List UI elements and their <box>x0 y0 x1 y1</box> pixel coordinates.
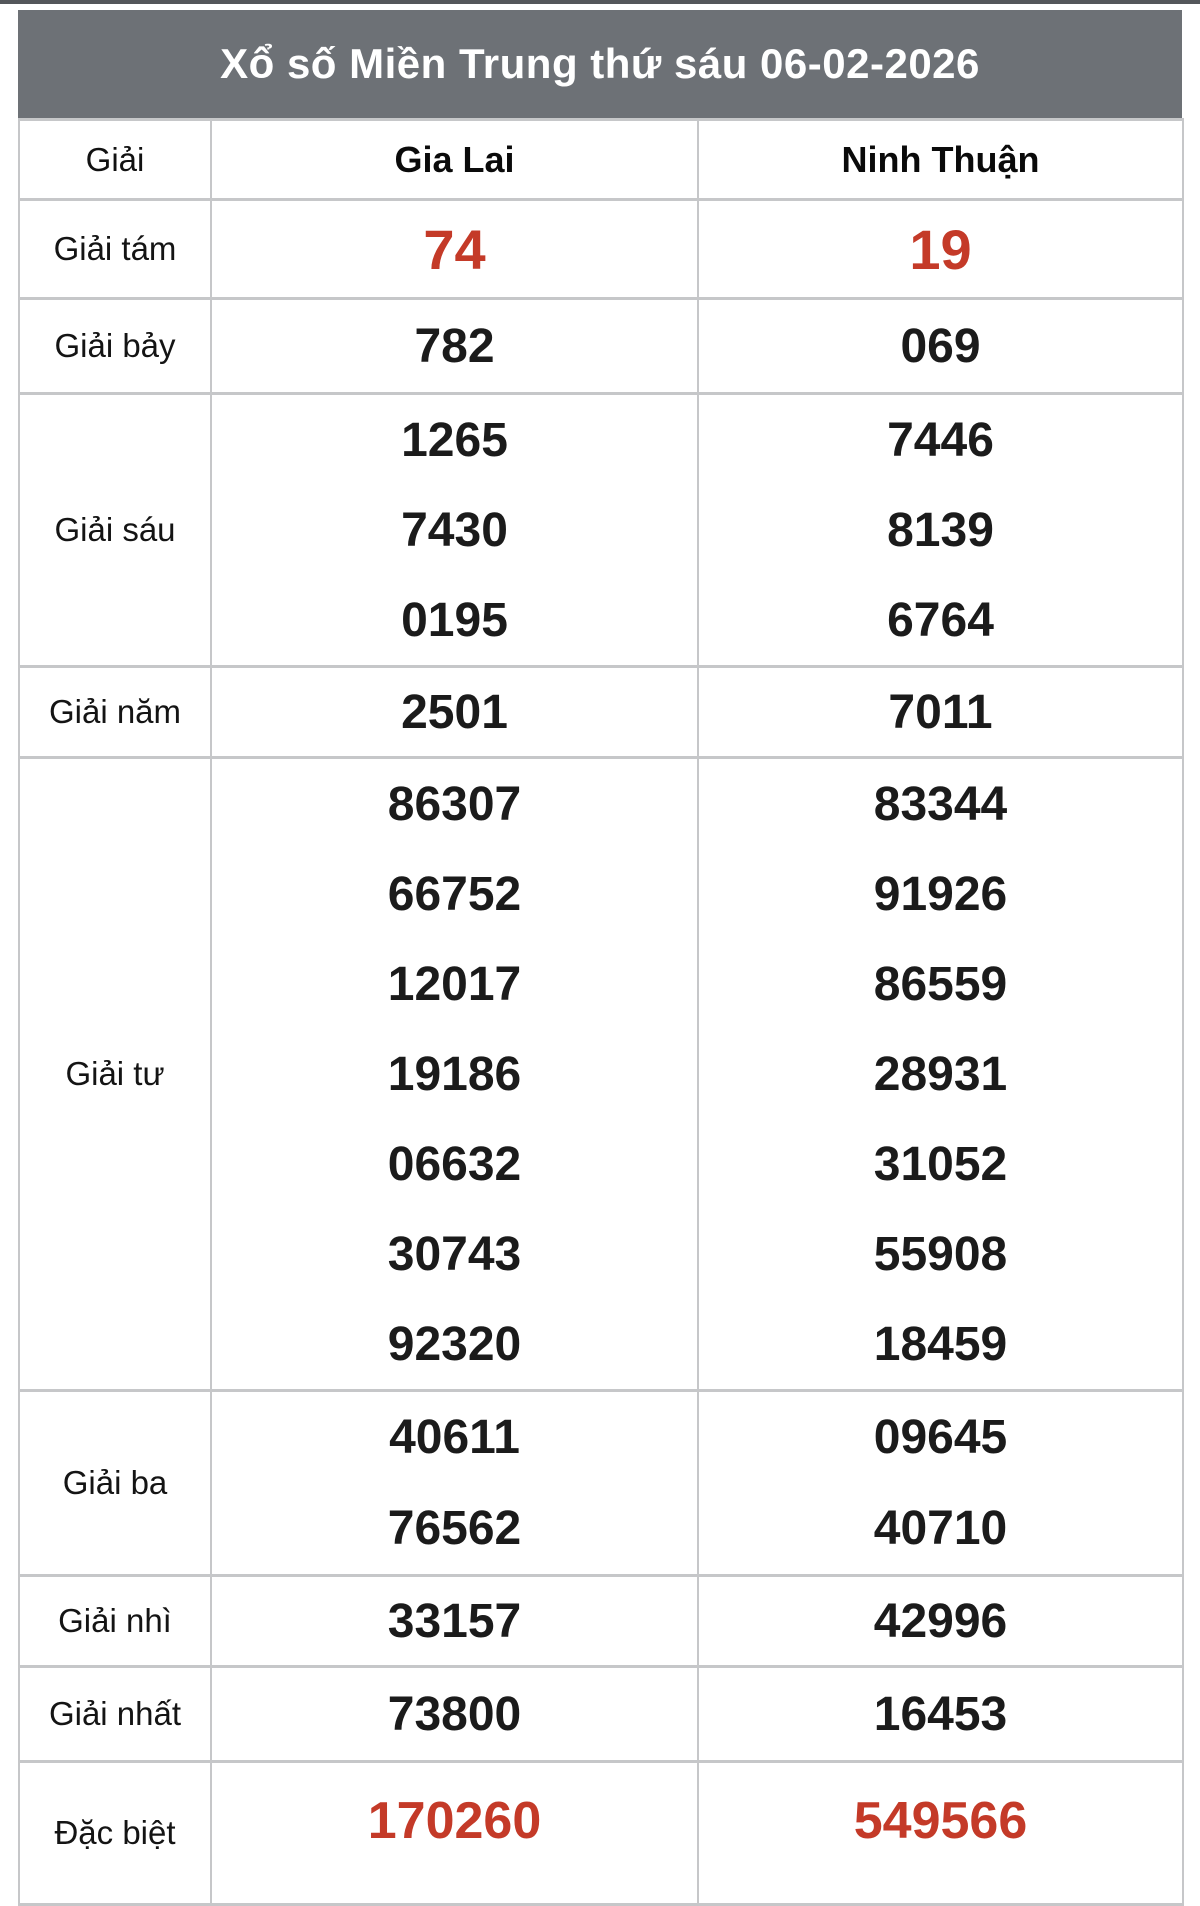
ninh-thuan-values-giai-nhat <box>698 1667 1183 1762</box>
prize-number: 76562 <box>387 1502 522 1555</box>
prize-label-giai-tam: Giải tám <box>19 200 211 299</box>
prize-label-giai-ba: Giải ba <box>19 1391 211 1576</box>
prize-number: 28931 <box>873 1047 1008 1101</box>
ninh-thuan-values-giai-tu <box>698 758 1183 1391</box>
prize-number: 782 <box>414 319 495 373</box>
prize-number: 069 <box>900 319 981 373</box>
prize-number: 6764 <box>887 593 994 647</box>
prize-number: 74 <box>423 217 486 281</box>
prize-number: 170260 <box>367 1792 542 1850</box>
prize-number: 40710 <box>873 1502 1008 1555</box>
prize-row-giai-bay <box>19 299 1183 394</box>
gia-lai-values-giai-sau <box>211 394 698 667</box>
prize-row-giai-sau <box>19 394 1183 667</box>
prize-number: 31052 <box>873 1137 1008 1191</box>
prize-number: 7446 <box>887 413 994 467</box>
prize-row-giai-nhi <box>19 1576 1183 1667</box>
prize-number: 91926 <box>873 867 1008 921</box>
lottery-results-page <box>18 10 1182 1906</box>
column-header-prize: Giải <box>19 120 211 200</box>
page-title: Xổ số Miền Trung thứ sáu 06-02-2026 <box>18 10 1182 118</box>
prize-number: 19 <box>909 217 972 281</box>
prize-number: 92320 <box>387 1317 522 1371</box>
prize-number: 7430 <box>401 503 508 557</box>
prize-label-giai-nam: Giải năm <box>19 667 211 758</box>
column-header-gia-lai: Gia Lai <box>211 120 698 200</box>
prize-label-giai-nhi: Giải nhì <box>19 1576 211 1667</box>
ninh-thuan-values-giai-nam <box>698 667 1183 758</box>
prize-number: 19186 <box>387 1047 522 1101</box>
gia-lai-values-giai-nam <box>211 667 698 758</box>
gia-lai-values-giai-tam <box>211 200 698 299</box>
ninh-thuan-values-giai-tam <box>698 200 1183 299</box>
ninh-thuan-values-dac-biet <box>698 1762 1183 1905</box>
prize-number: 30743 <box>387 1227 522 1281</box>
prize-label-giai-sau: Giải sáu <box>19 394 211 667</box>
gia-lai-values-giai-tu <box>211 758 698 1391</box>
prize-number: 33157 <box>387 1594 522 1648</box>
prize-number: 1265 <box>401 413 508 467</box>
prize-number: 66752 <box>387 867 522 921</box>
prize-number: 7011 <box>888 685 993 739</box>
gia-lai-values-giai-nhat <box>211 1667 698 1762</box>
prize-row-giai-nhat <box>19 1667 1183 1762</box>
prize-number: 09645 <box>873 1411 1008 1464</box>
prize-number: 8139 <box>887 503 994 557</box>
gia-lai-values-giai-nhi <box>211 1576 698 1667</box>
prize-number: 86559 <box>873 957 1008 1011</box>
ninh-thuan-values-giai-nhi <box>698 1576 1183 1667</box>
prize-number: 12017 <box>387 957 522 1011</box>
prize-number: 40611 <box>389 1411 520 1464</box>
prize-number: 18459 <box>873 1317 1008 1371</box>
ninh-thuan-values-giai-sau <box>698 394 1183 667</box>
gia-lai-values-giai-ba <box>211 1391 698 1576</box>
prize-row-dac-biet <box>19 1762 1183 1905</box>
prize-label-giai-nhat: Giải nhất <box>19 1667 211 1762</box>
prize-number: 06632 <box>387 1137 522 1191</box>
prize-row-giai-ba <box>19 1391 1183 1576</box>
gia-lai-values-giai-bay <box>211 299 698 394</box>
prize-number: 0195 <box>401 593 508 647</box>
prize-number: 42996 <box>873 1594 1008 1648</box>
ninh-thuan-values-giai-bay <box>698 299 1183 394</box>
prize-number: 2501 <box>401 685 508 739</box>
prize-row-giai-tam <box>19 200 1183 299</box>
ninh-thuan-values-giai-ba <box>698 1391 1183 1576</box>
column-header-row <box>19 120 1183 200</box>
gia-lai-values-dac-biet <box>211 1762 698 1905</box>
prize-label-giai-tu: Giải tư <box>19 758 211 1391</box>
prize-label-giai-bay: Giải bảy <box>19 299 211 394</box>
column-header-ninh-thuan: Ninh Thuận <box>698 120 1183 200</box>
prize-number: 73800 <box>387 1687 522 1741</box>
prize-number: 83344 <box>873 777 1008 831</box>
prize-number: 55908 <box>873 1227 1008 1281</box>
prize-row-giai-tu <box>19 758 1183 1391</box>
prize-label-dac-biet: Đặc biệt <box>19 1762 211 1905</box>
results-rows <box>19 200 1183 1905</box>
results-table <box>18 118 1184 1906</box>
prize-number: 16453 <box>873 1687 1008 1741</box>
prize-number: 86307 <box>387 777 522 831</box>
prize-number: 549566 <box>853 1792 1028 1850</box>
prize-row-giai-nam <box>19 667 1183 758</box>
top-strip <box>0 0 1200 4</box>
